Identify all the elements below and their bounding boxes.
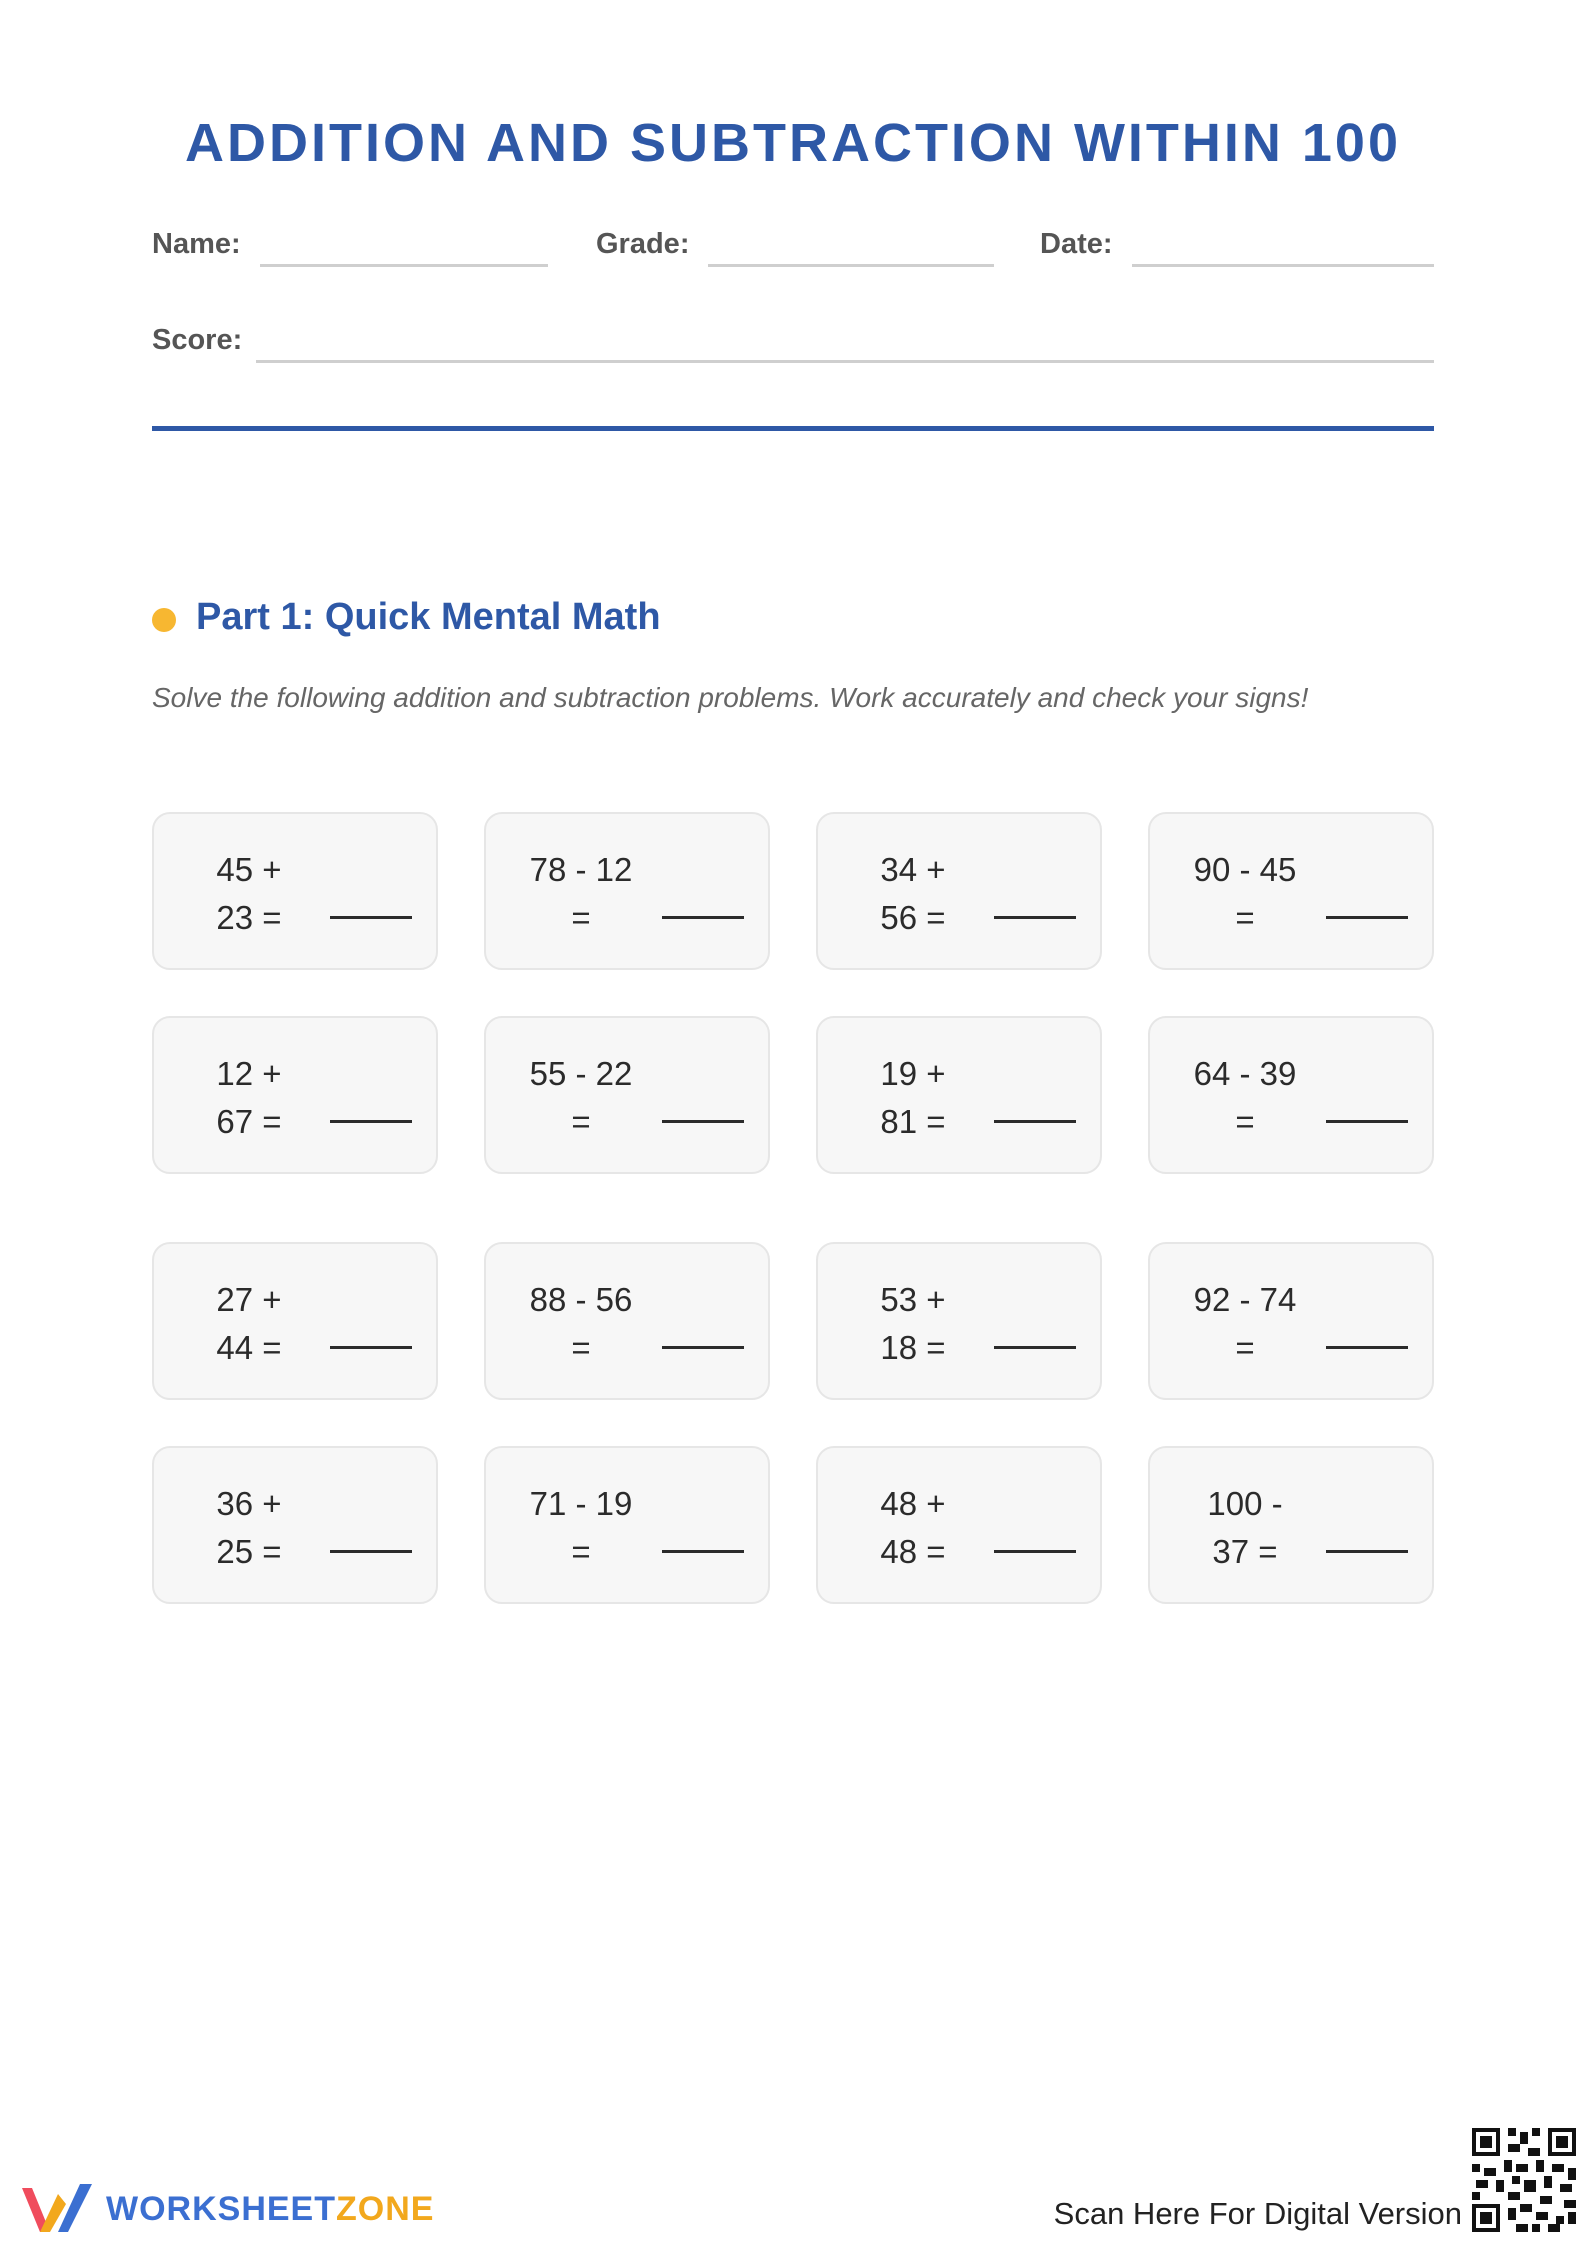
problem-card — [152, 1016, 438, 1174]
grade-field[interactable] — [708, 264, 994, 267]
problem-text: 71 - 19 = — [529, 1485, 633, 1570]
section-bullet-icon — [152, 608, 176, 632]
answer-line[interactable] — [1326, 916, 1408, 919]
brand-name — [106, 2190, 434, 2229]
name-label: Name: — [152, 228, 241, 260]
problem-text: 19 + 81 = — [880, 1055, 946, 1140]
score-field[interactable] — [256, 360, 1434, 363]
section-instructions: Solve the following addition and subtraction problems. Work accurately and check your signs! — [152, 682, 1309, 713]
problem-text: 90 - 45 = — [1193, 851, 1297, 936]
problem-text: 48 + 48 = — [880, 1485, 946, 1570]
problem-text: 64 - 39 = — [1193, 1055, 1297, 1140]
brand-logo — [18, 2178, 498, 2238]
problem-card — [816, 812, 1102, 970]
problem-card — [1148, 1446, 1434, 1604]
problem-text: 55 - 22 = — [529, 1055, 633, 1140]
answer-line[interactable] — [1326, 1346, 1408, 1349]
problem-card — [152, 1242, 438, 1400]
answer-line[interactable] — [330, 916, 412, 919]
worksheetzone-logo-icon — [18, 2178, 96, 2238]
answer-line[interactable] — [662, 916, 744, 919]
score-label: Score: — [152, 324, 243, 356]
brand-name-part2: ZONE — [336, 2190, 435, 2228]
answer-line[interactable] — [662, 1120, 744, 1123]
problem-text: 88 - 56 = — [529, 1281, 633, 1366]
header-divider — [152, 426, 1434, 431]
problem-text: 53 + 18 = — [880, 1281, 946, 1366]
answer-line[interactable] — [994, 916, 1076, 919]
answer-line[interactable] — [330, 1120, 412, 1123]
page-title: ADDITION AND SUBTRACTION WITHIN 100 — [184, 113, 1401, 173]
answer-line[interactable] — [994, 1346, 1076, 1349]
problem-card — [1148, 1016, 1434, 1174]
answer-line[interactable] — [994, 1550, 1076, 1553]
date-label: Date: — [1040, 228, 1113, 260]
answer-line[interactable] — [330, 1550, 412, 1553]
grade-label: Grade: — [596, 228, 690, 260]
brand-name-part1: WORKSHEET — [106, 2190, 336, 2228]
problem-text: 34 + 56 = — [880, 851, 946, 936]
problem-card — [484, 1242, 770, 1400]
problem-text: 92 - 74 = — [1193, 1281, 1297, 1366]
section-title: Part 1: Quick Mental Math — [196, 596, 661, 638]
problem-card — [152, 1446, 438, 1604]
problem-card — [484, 1016, 770, 1174]
problem-card — [484, 812, 770, 970]
qr-code-icon[interactable] — [1468, 2124, 1580, 2236]
problem-card — [816, 1446, 1102, 1604]
answer-line[interactable] — [994, 1120, 1076, 1123]
problem-card — [816, 1016, 1102, 1174]
date-field[interactable] — [1132, 264, 1434, 267]
problem-text: 12 + 67 = — [216, 1055, 282, 1140]
problem-card — [152, 812, 438, 970]
answer-line[interactable] — [1326, 1120, 1408, 1123]
problem-text: 100 - 37 = — [1207, 1485, 1283, 1570]
problem-text: 36 + 25 = — [216, 1485, 282, 1570]
problem-text: 27 + 44 = — [216, 1281, 282, 1366]
problem-text: 45 + 23 = — [216, 851, 282, 936]
answer-line[interactable] — [1326, 1550, 1408, 1553]
answer-line[interactable] — [662, 1346, 744, 1349]
scan-instruction: Scan Here For Digital Version — [1053, 2196, 1462, 2231]
problem-card — [816, 1242, 1102, 1400]
problem-text: 78 - 12 = — [529, 851, 633, 936]
answer-line[interactable] — [662, 1550, 744, 1553]
answer-line[interactable] — [330, 1346, 412, 1349]
name-field[interactable] — [260, 264, 548, 267]
problem-card — [1148, 1242, 1434, 1400]
problem-card — [484, 1446, 770, 1604]
problem-card — [1148, 812, 1434, 970]
